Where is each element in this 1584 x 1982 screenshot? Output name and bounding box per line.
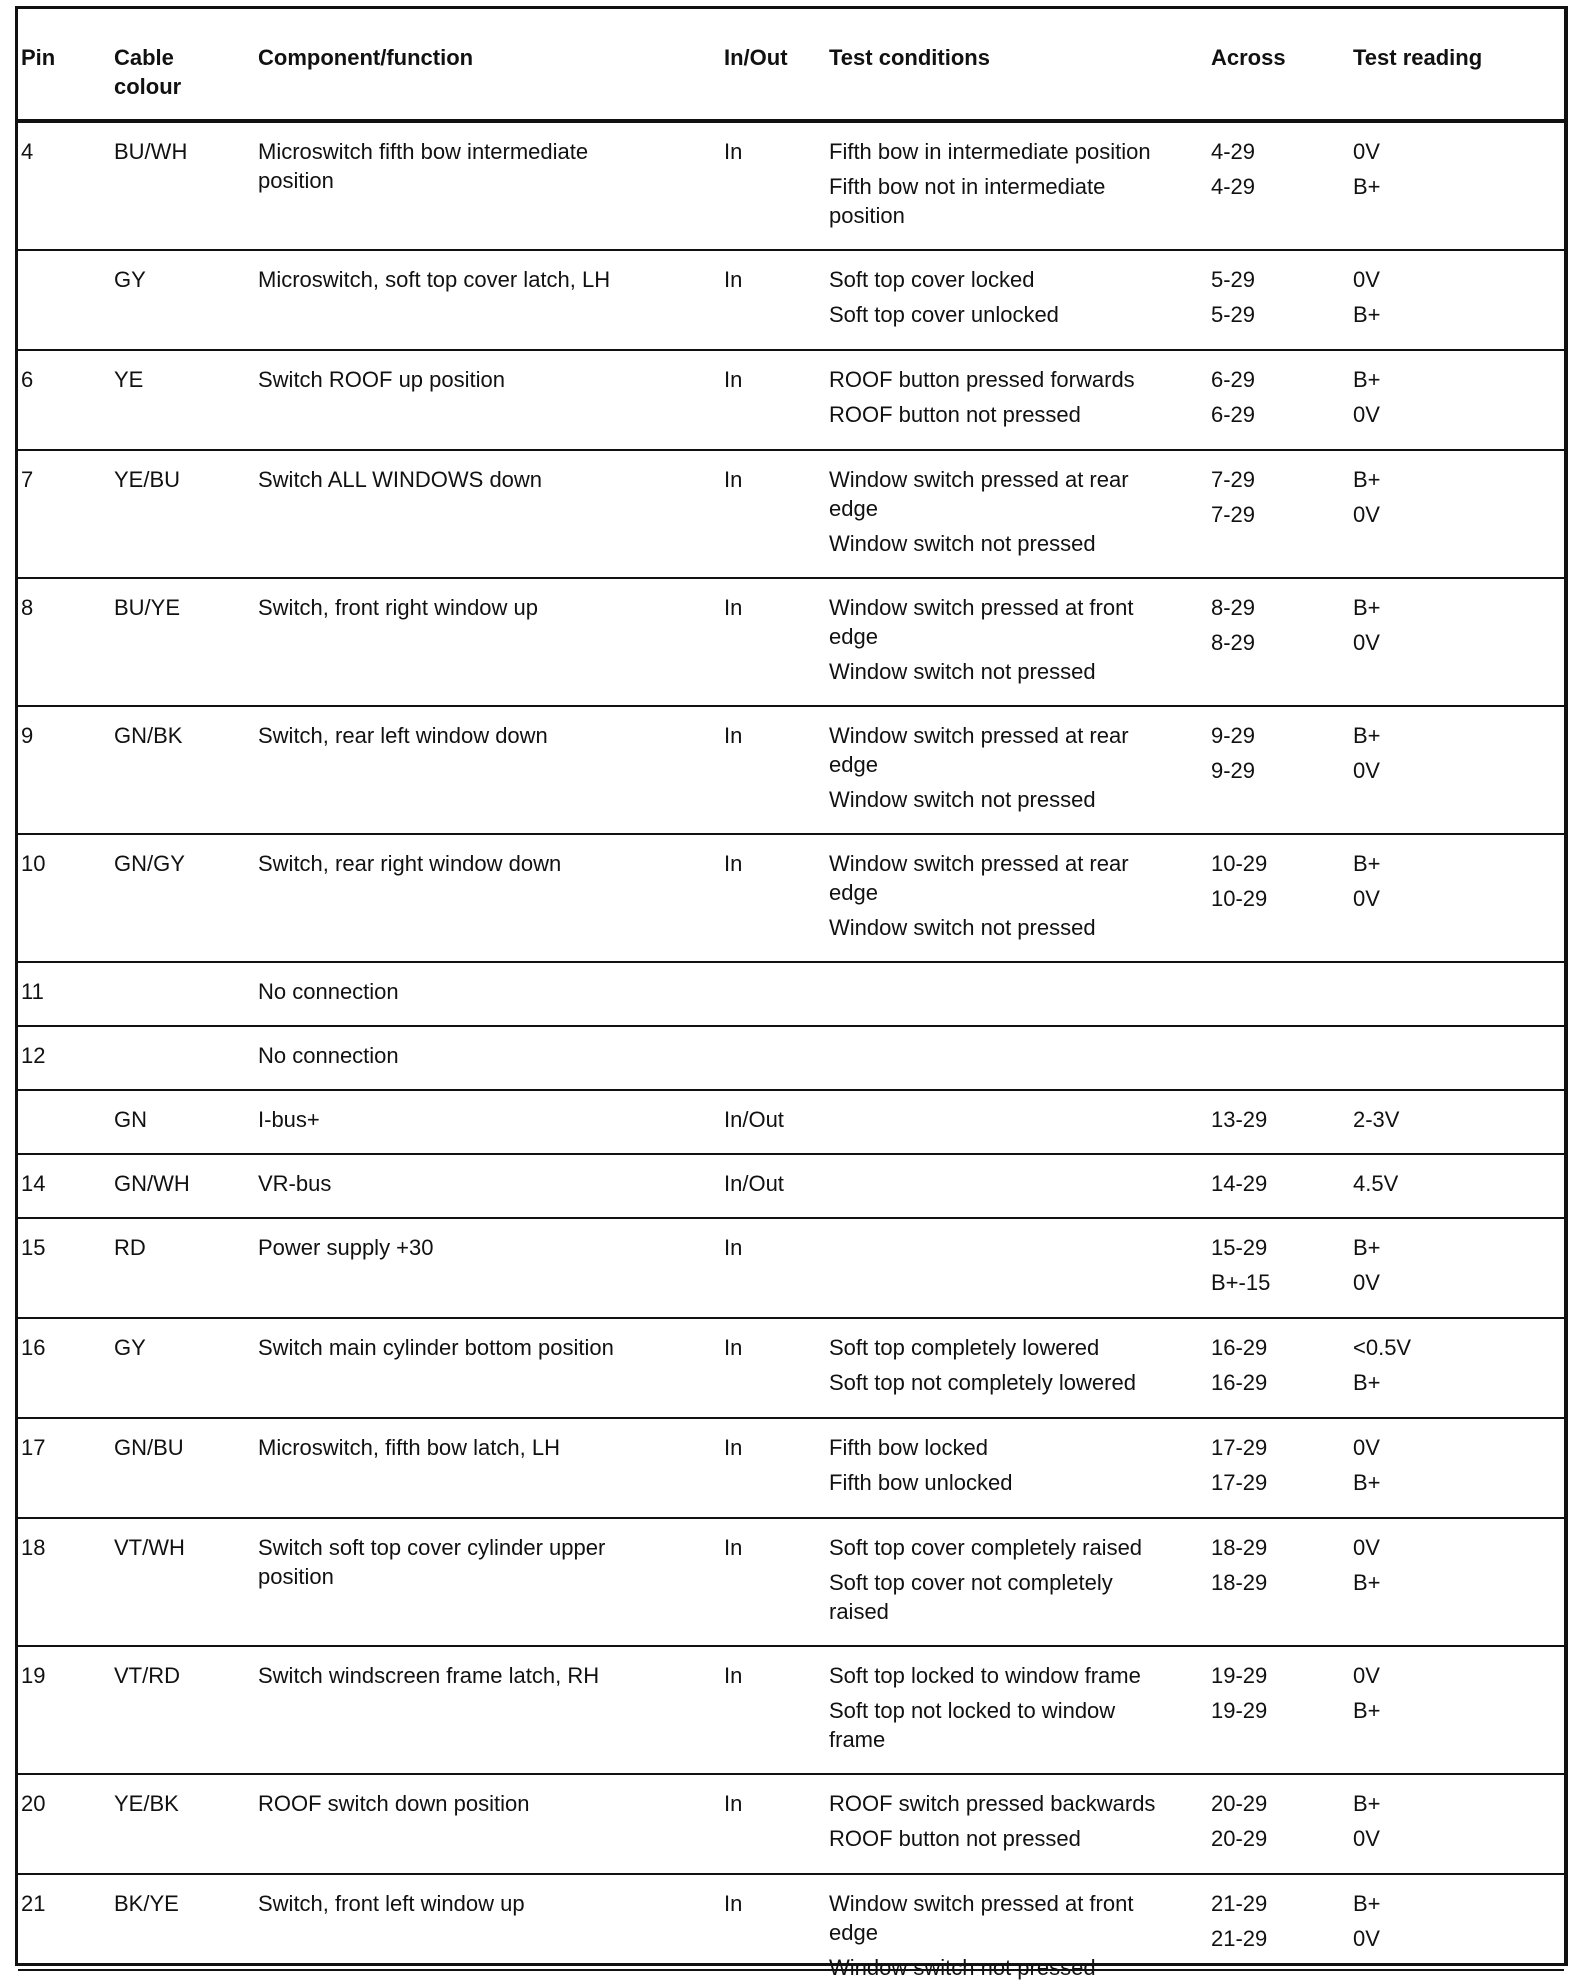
component-cell [258,1661,708,1690]
test-reading-value: <0.5V [1353,1335,1412,1360]
test-reading-value: 0V [1353,1663,1380,1688]
in-out: In [724,467,743,492]
test-conditions-cell [829,137,1219,230]
across-value: 14-29 [1211,1171,1268,1196]
component-cell [258,849,708,878]
test-condition: Window switch pressed at rear edge [829,723,1129,777]
across-cell [1211,593,1331,657]
test-reading-cell [1353,1433,1553,1497]
cable-colour: RD [114,1235,146,1260]
component-text: Switch ALL WINDOWS down [258,467,543,492]
across-value: 15-29 [1211,1235,1268,1260]
cable-colour-cell [114,465,234,494]
across-value: 17-29 [1211,1435,1268,1460]
component-text: Switch, rear right window down [258,851,562,876]
in-out: In [724,595,743,620]
test-condition: Soft top cover unlocked [829,302,1059,327]
test-conditions-cell [829,721,1219,814]
in-out: In/Out [724,1171,784,1196]
across-cell [1211,1533,1331,1597]
test-condition: Soft top cover locked [829,267,1035,292]
cable-colour: GN/GY [114,851,185,876]
test-reading-value: 0V [1353,886,1380,911]
cable-colour: GN/WH [114,1171,190,1196]
across-value: 21-29 [1211,1891,1268,1916]
across-value: 8-29 [1211,595,1256,620]
pin-cell [21,1041,101,1070]
test-reading-cell [1353,721,1553,785]
test-condition: Fifth bow in intermediate position [829,139,1151,164]
across-cell [1211,137,1331,201]
table-row [18,963,1564,1027]
in-out-cell [724,849,819,878]
in-out: In/Out [724,1107,784,1132]
component-cell [258,1889,708,1918]
test-reading-cell [1353,1233,1553,1297]
in-out: In [724,1535,743,1560]
table-row [18,1419,1564,1519]
component-text: Power supply +30 [258,1235,434,1260]
across-cell [1211,1889,1331,1953]
in-out: In [724,851,743,876]
table-row [18,1319,1564,1419]
across-value: 18-29 [1211,1570,1268,1595]
test-reading-cell [1353,137,1553,201]
test-reading-value: 4.5V [1353,1171,1399,1196]
pin-cell [21,1661,101,1690]
cable-colour-cell [114,721,234,750]
table-row [18,123,1564,251]
pin-cell [21,1533,101,1562]
component-cell [258,977,708,1006]
test-reading-value: 0V [1353,402,1380,427]
in-out-cell [724,593,819,622]
test-condition: Fifth bow unlocked [829,1470,1013,1495]
across-value: 13-29 [1211,1107,1268,1132]
table-row [18,579,1564,707]
cable-colour: YE/BU [114,467,181,492]
in-out-cell [724,1169,819,1198]
pin-cell [21,1789,101,1818]
component-text: Switch, front right window up [258,595,539,620]
component-cell [258,365,708,394]
across-cell [1211,849,1331,913]
test-reading-cell [1353,1889,1553,1953]
test-condition: ROOF button not pressed [829,1826,1081,1851]
across-value: 20-29 [1211,1791,1268,1816]
in-out-cell [724,1333,819,1362]
test-reading-value: B+ [1353,1370,1381,1395]
pin-cell [21,977,101,1006]
header-pin: Pin [21,45,56,70]
test-reading-cell [1353,1789,1553,1853]
pin-number: 11 [21,979,44,1004]
component-cell [258,721,708,750]
pin-cell [21,593,101,622]
pin-cell [21,1233,101,1262]
pin-number: 12 [21,1043,46,1068]
component-cell [258,1169,708,1198]
test-conditions-cell [829,849,1219,942]
across-cell [1211,1789,1331,1853]
across-value: 6-29 [1211,402,1256,427]
component-cell [258,1533,708,1591]
component-cell [258,1433,708,1462]
test-reading-value: B+ [1353,174,1381,199]
component-cell [258,465,708,494]
pin-number: 10 [21,851,46,876]
cable-colour-cell [114,137,234,166]
test-reading-value: 0V [1353,758,1380,783]
in-out-cell [724,1661,819,1690]
across-value: 16-29 [1211,1335,1268,1360]
test-condition: Soft top cover completely raised [829,1535,1143,1560]
table-row [18,1647,1564,1775]
pin-number: 16 [21,1335,46,1360]
cable-colour-cell [114,265,234,294]
in-out: In [724,267,743,292]
cable-colour-cell [114,1333,234,1362]
test-reading-value: B+ [1353,1891,1381,1916]
table-row [18,1091,1564,1155]
pin-cell [21,1333,101,1362]
across-cell [1211,265,1331,329]
component-cell [258,137,708,195]
pin-cell [21,137,101,166]
pin-cell [21,365,101,394]
test-reading-value: 0V [1353,1435,1380,1460]
across-value: 7-29 [1211,467,1256,492]
test-condition: Window switch pressed at rear edge [829,851,1129,905]
pin-cell [21,1889,101,1918]
test-condition: Window switch not pressed [829,531,1096,556]
component-cell [258,593,708,622]
across-value: 9-29 [1211,723,1256,748]
pin-number: 17 [21,1435,46,1460]
test-reading-value: B+ [1353,302,1381,327]
component-text: position [258,1564,334,1589]
across-value: 19-29 [1211,1698,1268,1723]
test-reading-value: B+ [1353,1791,1381,1816]
cable-colour-cell [114,1533,234,1562]
component-cell [258,1041,708,1070]
test-reading-cell [1353,365,1553,429]
component-text: Switch, rear left window down [258,723,548,748]
test-condition: Window switch not pressed [829,915,1096,940]
component-cell [258,265,708,294]
cable-colour-cell [114,1105,234,1134]
in-out-cell [724,1789,819,1818]
pin-number: 20 [21,1791,46,1816]
header-across: Across [1211,45,1286,70]
table-row [18,1775,1564,1875]
test-reading-value: 0V [1353,502,1380,527]
component-text: Switch, front left window up [258,1891,525,1916]
pin-cell [21,721,101,750]
in-out: In [724,1335,743,1360]
in-out-cell [724,1433,819,1462]
test-conditions-cell [829,1789,1219,1853]
test-reading-value: B+ [1353,367,1381,392]
test-reading-value: 0V [1353,1826,1380,1851]
test-condition: Window switch not pressed [829,659,1096,684]
across-cell [1211,721,1331,785]
across-cell [1211,365,1331,429]
across-value: 8-29 [1211,630,1256,655]
cable-colour: BU/WH [114,139,188,164]
test-conditions-cell [829,365,1219,429]
test-condition: Window switch pressed at rear edge [829,467,1129,521]
test-reading-cell [1353,593,1553,657]
test-reading-cell [1353,1105,1553,1134]
test-reading-value: B+ [1353,467,1381,492]
test-condition: Window switch not pressed [829,1955,1096,1980]
pin-number: 9 [21,723,34,748]
in-out: In [724,1791,743,1816]
in-out-cell [724,137,819,166]
table-row [18,1219,1564,1319]
pin-number: 15 [21,1235,46,1260]
test-reading-cell [1353,465,1553,529]
table-body [18,123,1564,1980]
in-out-cell [724,365,819,394]
test-condition: Fifth bow not in intermediate position [829,174,1106,228]
cable-colour: YE [114,367,144,392]
cable-colour-cell [114,1233,234,1262]
across-cell [1211,1105,1331,1134]
across-cell [1211,1433,1331,1497]
cable-colour: GN/BK [114,723,183,748]
test-reading-value: 0V [1353,1535,1380,1560]
table-row [18,707,1564,835]
in-out-cell [724,1533,819,1562]
test-conditions-cell [829,593,1219,686]
cable-colour-cell [114,1661,234,1690]
across-value: 4-29 [1211,139,1256,164]
test-conditions-cell [829,1533,1219,1626]
pin-cell [21,849,101,878]
pin-number: 19 [21,1663,46,1688]
test-reading-value: B+ [1353,851,1381,876]
table-row [18,1027,1564,1091]
test-condition: Soft top not completely lowered [829,1370,1136,1395]
in-out-cell [724,721,819,750]
cable-colour: VT/WH [114,1535,185,1560]
cable-colour-cell [114,1889,234,1918]
across-cell [1211,1169,1331,1198]
cable-colour-cell [114,593,234,622]
table-row [18,835,1564,963]
table-row [18,1875,1564,1980]
cable-colour: GY [114,1335,146,1360]
pin-number: 14 [21,1171,46,1196]
in-out: In [724,1435,743,1460]
pin-number: 4 [21,139,34,164]
component-text: Switch windscreen frame latch, RH [258,1663,600,1688]
test-condition: Window switch pressed at front edge [829,595,1134,649]
test-condition: ROOF button pressed forwards [829,367,1135,392]
test-reading-value: 0V [1353,139,1380,164]
test-condition: Fifth bow locked [829,1435,988,1460]
test-reading-cell [1353,849,1553,913]
component-text: Switch main cylinder bottom position [258,1335,614,1360]
cable-colour-cell [114,1169,234,1198]
component-text: No connection [258,1043,399,1068]
across-value: 21-29 [1211,1926,1268,1951]
in-out: In [724,1235,743,1260]
pin-number: 7 [21,467,34,492]
cable-colour: GN/BU [114,1435,184,1460]
in-out-cell [724,265,819,294]
component-cell [258,1789,708,1818]
across-value: 20-29 [1211,1826,1268,1851]
cable-colour: GY [114,267,146,292]
test-conditions-cell [829,265,1219,329]
test-conditions-cell [829,465,1219,558]
table-header [18,9,1564,123]
across-value: 16-29 [1211,1370,1268,1395]
cable-colour: VT/RD [114,1663,180,1688]
component-text: Microswitch, soft top cover latch, LH [258,267,611,292]
cable-colour: YE/BK [114,1791,179,1816]
test-reading-value: B+ [1353,595,1381,620]
test-conditions-cell [829,1333,1219,1397]
in-out: In [724,139,743,164]
test-condition: Window switch pressed at front edge [829,1891,1134,1945]
pin-cell [21,1433,101,1462]
test-condition: Soft top cover not completely raised [829,1570,1113,1624]
header-component: Component/function [258,45,474,70]
test-condition: ROOF switch pressed backwards [829,1791,1156,1816]
pin-number: 21 [21,1891,46,1916]
in-out-cell [724,465,819,494]
across-value: 10-29 [1211,851,1268,876]
table-row [18,351,1564,451]
in-out-cell [724,1889,819,1918]
across-value: 10-29 [1211,886,1268,911]
component-text: position [258,168,334,193]
in-out-cell [724,1233,819,1262]
across-value: 9-29 [1211,758,1256,783]
in-out-cell [724,1105,819,1134]
across-value: 18-29 [1211,1535,1268,1560]
test-reading-value: B+ [1353,1235,1381,1260]
test-reading-value: 0V [1353,1926,1380,1951]
test-condition: ROOF button not pressed [829,402,1081,427]
test-reading-value: B+ [1353,1698,1381,1723]
test-reading-cell [1353,265,1553,329]
across-cell [1211,1333,1331,1397]
cable-colour-cell [114,365,234,394]
across-value: 6-29 [1211,367,1256,392]
test-reading-value: B+ [1353,1470,1381,1495]
component-text: No connection [258,979,399,1004]
test-reading-value: 0V [1353,1270,1380,1295]
component-text: Switch ROOF up position [258,367,505,392]
test-conditions-cell [829,1889,1219,1982]
component-text: Microswitch fifth bow intermediate [258,139,589,164]
across-value: 19-29 [1211,1663,1268,1688]
component-text: Switch soft top cover cylinder upper [258,1535,606,1560]
header-in-out: In/Out [724,45,788,70]
cable-colour-cell [114,1789,234,1818]
test-reading-value: 0V [1353,267,1380,292]
test-reading-cell [1353,1533,1553,1597]
test-condition: Soft top locked to window frame [829,1663,1141,1688]
across-value: 7-29 [1211,502,1256,527]
across-value: 4-29 [1211,174,1256,199]
in-out: In [724,367,743,392]
component-cell [258,1105,708,1134]
component-text: I-bus+ [258,1107,320,1132]
test-reading-value: 2-3V [1353,1107,1400,1132]
cable-colour-cell [114,849,234,878]
table-row [18,1155,1564,1219]
test-reading-value: B+ [1353,723,1381,748]
in-out: In [724,1891,743,1916]
in-out: In [724,723,743,748]
table-row [18,1519,1564,1647]
across-value: B+-15 [1211,1270,1271,1295]
cable-colour-cell [114,1433,234,1462]
cable-colour: GN [114,1107,147,1132]
across-cell [1211,1233,1331,1297]
pin-number: 8 [21,595,34,620]
across-cell [1211,465,1331,529]
in-out: In [724,1663,743,1688]
cable-colour: BK/YE [114,1891,179,1916]
across-value: 17-29 [1211,1470,1268,1495]
pin-cell [21,1169,101,1198]
table-row [18,451,1564,579]
test-reading-cell [1353,1661,1553,1725]
header-test-reading: Test reading [1353,45,1483,70]
pin-cell [21,465,101,494]
component-cell [258,1333,708,1362]
across-value: 5-29 [1211,302,1256,327]
test-condition: Soft top completely lowered [829,1335,1100,1360]
pin-number: 6 [21,367,34,392]
test-conditions-cell [829,1433,1219,1497]
test-conditions-cell [829,1661,1219,1754]
pin-table [15,6,1568,1980]
test-reading-value: 0V [1353,630,1380,655]
header-cable-colour: Cable colour [114,45,182,99]
component-text: VR-bus [258,1171,332,1196]
header-test-conditions: Test conditions [829,45,990,70]
pin-number: 18 [21,1535,46,1560]
test-condition: Soft top not locked to window frame [829,1698,1116,1752]
across-cell [1211,1661,1331,1725]
table-row [18,251,1564,351]
test-condition: Window switch not pressed [829,787,1096,812]
test-reading-cell [1353,1333,1553,1397]
component-cell [258,1233,708,1262]
across-value: 5-29 [1211,267,1256,292]
component-text: ROOF switch down position [258,1791,530,1816]
test-reading-cell [1353,1169,1553,1198]
cable-colour: BU/YE [114,595,181,620]
component-text: Microswitch, fifth bow latch, LH [258,1435,560,1460]
test-reading-value: B+ [1353,1570,1381,1595]
